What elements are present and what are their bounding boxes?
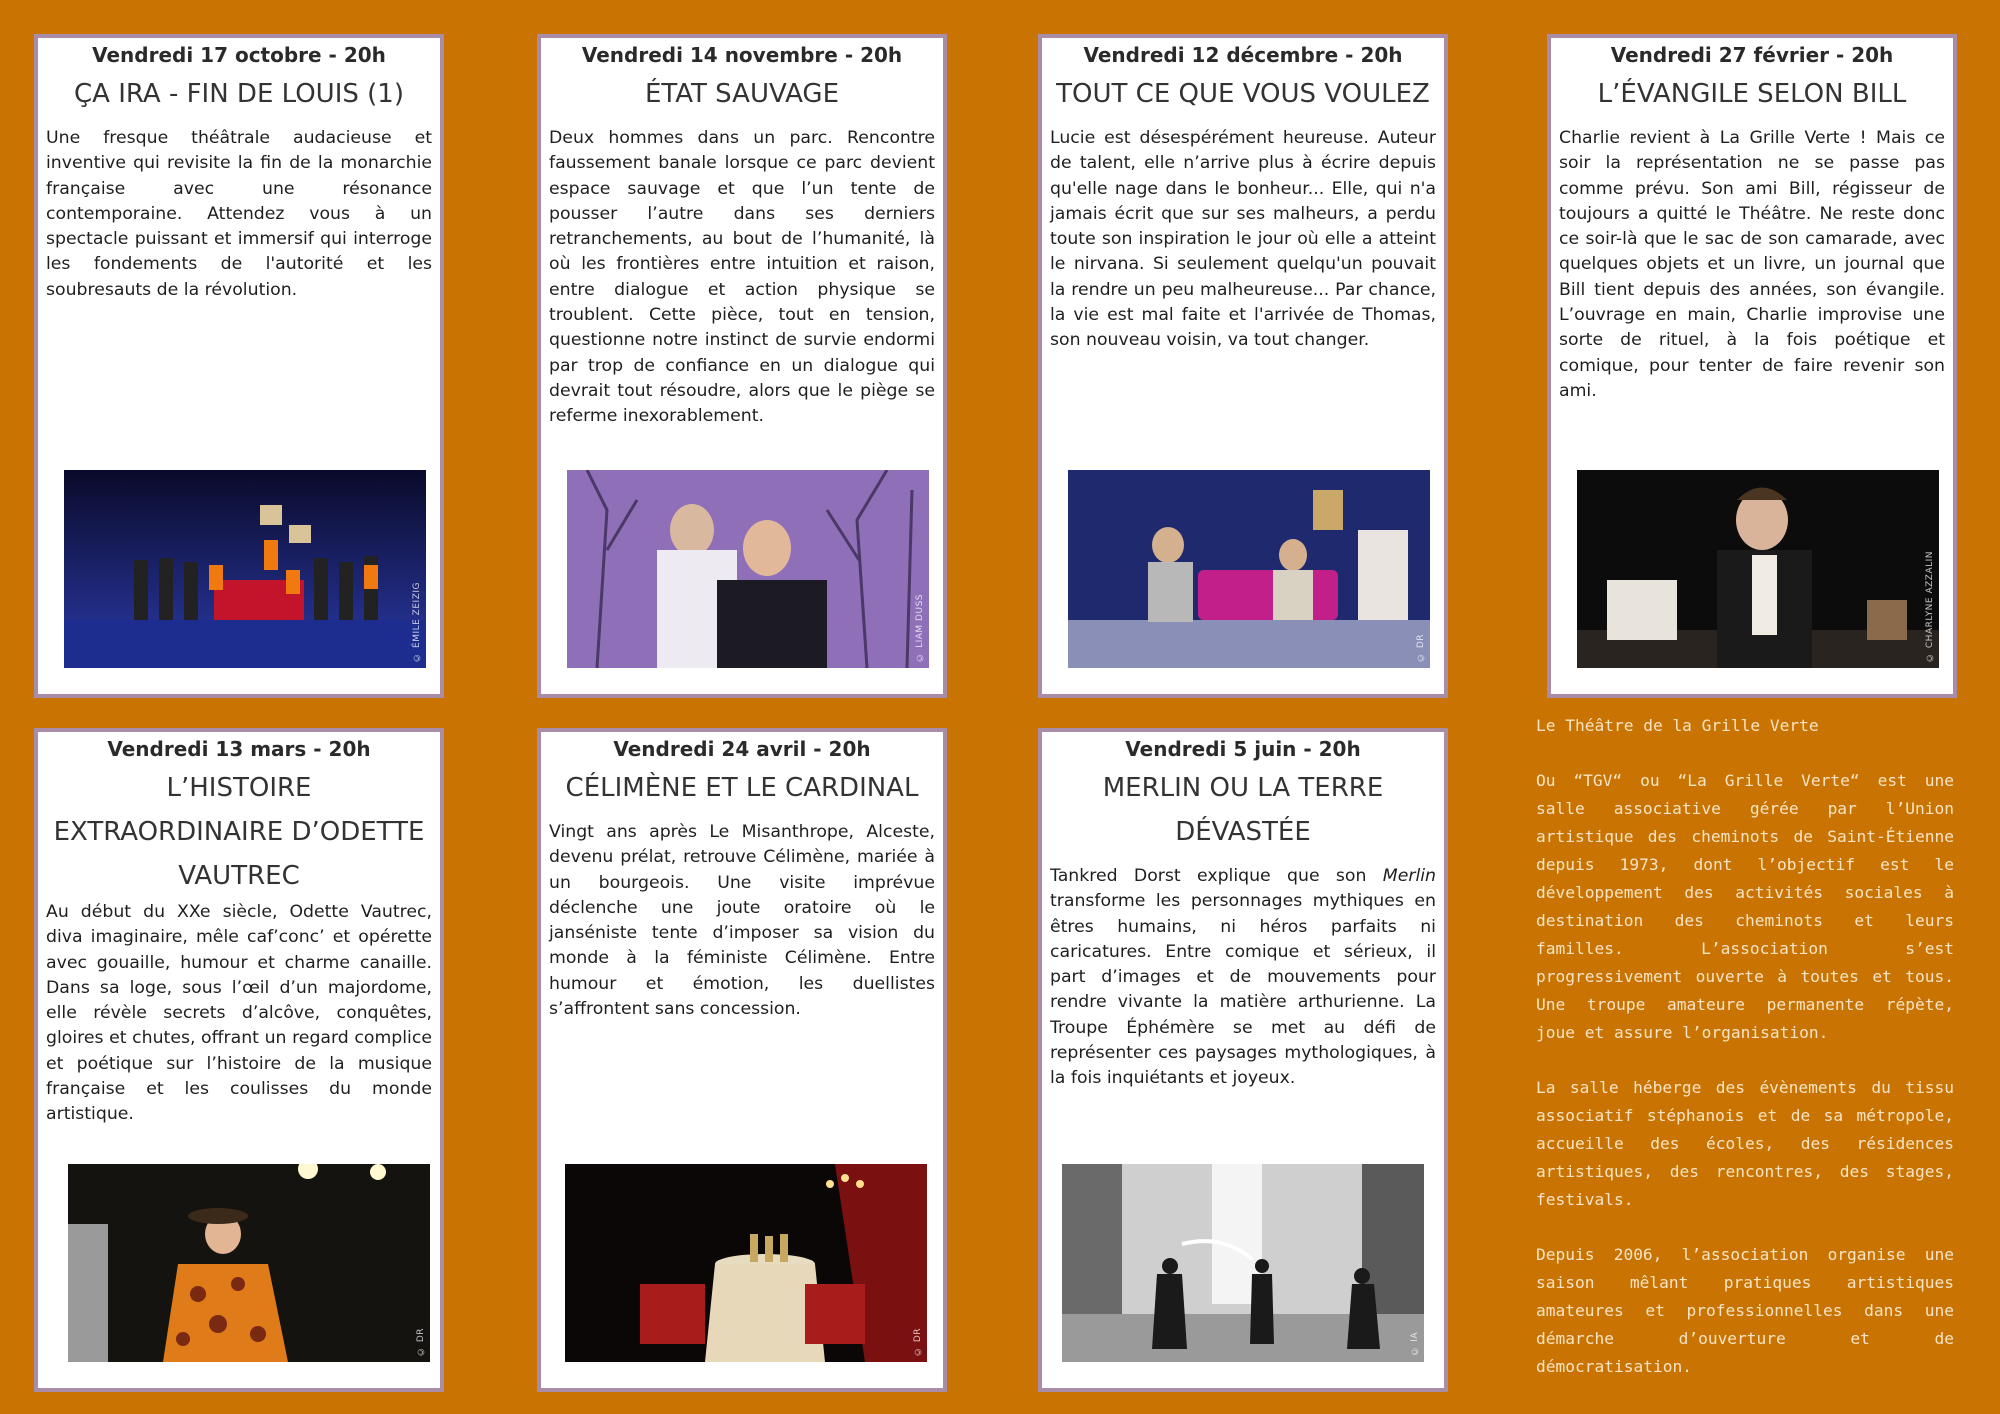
info-paragraph: Ou “TGV“ ou “La Grille Verte“ est une salle associative gérée par l’Union artistique des cheminots de Saint-Étienne depuis 1973, dont l’objectif est le développement des activités sociales à destination des cheminots et leurs familles. L’association s’est progressivement ouverte à toutes et tous. Une troupe amateure permanente répète, joue et assure l’organisation.	[1536, 771, 1954, 1042]
event-card-tout-ce-que-vous-voulez	[1038, 34, 1448, 698]
event-description: Charlie revient à La Grille Verte ! Mais ce soir la représentation ne se passe pas comme prévu. Son ami Bill, régisseur de toujours a quitté le Théâtre. Ne reste donc ce soir-là que le sac de son camarade, avec quelques objets et un livre, un journal que Bill tient depuis des années, son évangile. L’ouvrage en main, Charlie improvise une sorte de rituel, à la fois poétique et comique, pour tenter de faire revenir son ami.	[1559, 128, 1945, 401]
event-date: Vendredi 14 novembre - 20h	[581, 43, 903, 67]
event-title: L’ÉVANGILE SELON BILL	[1597, 79, 1907, 109]
event-title: ÉTAT SAUVAGE	[644, 79, 840, 109]
photo-credit: © CHARLYNE AZZALIN	[1925, 551, 1935, 662]
photo-credit: © DR	[416, 1327, 426, 1356]
description-part: Tankred Dorst explique que son	[1050, 866, 1383, 886]
event-card-etat-sauvage	[537, 34, 947, 698]
info-heading: Le Théâtre de la Grille Verte	[1536, 716, 1819, 735]
event-card-merlin	[1038, 728, 1448, 1392]
event-photo	[1577, 470, 1939, 668]
event-date: Vendredi 17 octobre - 20h	[92, 43, 386, 67]
stage-photo-illustration	[1062, 1164, 1424, 1362]
event-date: Vendredi 12 décembre - 20h	[1083, 43, 1403, 67]
event-description	[1042, 864, 1444, 1092]
photo-credit: © IA	[1410, 1332, 1420, 1356]
event-card-ca-ira	[34, 34, 444, 698]
event-description: Deux hommes dans un parc. Rencontre faussement banale lorsque ce parc devient espace sauvage et que l’un tente de pousser l’autre dans ses derniers retranchements, au bout de l’humanité, là où les frontières entre intuition et raison, entre dialogue et action physique se troublent. Cette pièce, tout en tension, questionne notre instinct de survie endormi par trop de confiance en un dialogue qui devrait tout résoudre, alors que le piège se referme inexorablement.	[549, 128, 935, 427]
photo-credit: © ÉMILE ZEIZIG	[412, 582, 422, 662]
event-title: ÇA IRA - FIN DE LOUIS (1)	[74, 79, 404, 109]
event-title: L’HISTOIRE EXTRAORDINAIRE D’ODETTE VAUTREC	[53, 773, 425, 891]
info-paragraph: La salle héberge des évènements du tissu associatif stéphanois et de sa métropole, accueille des écoles, des résidences artistiques, des rencontres, des stages, festivals.	[1536, 1078, 1954, 1209]
event-title: CÉLIMÈNE ET LE CARDINAL	[565, 773, 919, 803]
photo-credit: © DR	[1416, 633, 1426, 662]
photo-credit: © LIAM DUSS	[915, 594, 925, 662]
theatre-info	[1536, 712, 1954, 1408]
event-photo	[68, 1164, 430, 1362]
event-date: Vendredi 27 février - 20h	[1610, 43, 1894, 67]
event-description: Une fresque théâtrale audacieuse et inventive qui revisite la fin de la monarchie française avec une résonance contemporaine. Attendez vous à un spectacle puissant et immersif qui interroge les fondements de l'autorité et les soubresauts de la révolution.	[46, 128, 432, 300]
event-description: Vingt ans après Le Misanthrope, Alceste, devenu prélat, retrouve Célimène, mariée à un bourgeois. Une visite imprévue déclenche une joute oratoire où le janséniste tente d’imposer sa vision du monde à la féministe Célimène. Entre humour et émotion, les duellistes s’affrontent sans concession.	[549, 822, 935, 1020]
stage-photo-illustration	[64, 470, 426, 668]
event-photo	[565, 1164, 927, 1362]
event-card-odette-vautrec	[34, 728, 444, 1392]
event-card-celimene-cardinal	[537, 728, 947, 1392]
event-date: Vendredi 13 mars - 20h	[107, 737, 371, 761]
event-photo	[64, 470, 426, 668]
event-description: Lucie est désespérément heureuse. Auteur de talent, elle n’arrive plus à écrire depuis qu'elle nage dans le bonheur... Elle, qui n'a jamais écrit que sur ses malheurs, a perdu toute son inspiration le jour où elle a atteint le nirvana. Si seulement quelqu'un pouvait la rendre un peu malheureuse... Par chance, la vie est mal faite et l'arrivée de Thomas, son nouveau voisin, va tout changer.	[1050, 128, 1436, 351]
event-card-evangile-selon-bill	[1547, 34, 1957, 698]
event-title: MERLIN OU LA TERRE DÉVASTÉE	[1102, 773, 1384, 847]
stage-photo-illustration	[567, 470, 929, 668]
event-title: TOUT CE QUE VOUS VOULEZ	[1056, 79, 1430, 109]
event-date: Vendredi 24 avril - 20h	[613, 737, 871, 761]
description-emphasis: Merlin	[1382, 866, 1436, 886]
info-paragraph: Depuis 2006, l’association organise une saison mêlant pratiques artistiques amateures et professionnelles dans une démarche d’ouverture et de démocratisation.	[1536, 1245, 1954, 1376]
stage-photo-illustration	[68, 1164, 430, 1362]
stage-photo-illustration	[1577, 470, 1939, 668]
photo-credit: © DR	[913, 1327, 923, 1356]
event-photo	[567, 470, 929, 668]
event-description: Au début du XXe siècle, Odette Vautrec, diva imaginaire, mêle caf’conc’ et opérette avec gouaille, humour et charme canaille. Dans sa loge, sous l’œil d’un majordome, elle révèle secrets d’alcôve, conquêtes, gloires et chutes, offrant un regard complice et poétique sur l’histoire de la musique française et les coulisses du monde artistique.	[46, 902, 432, 1125]
event-photo	[1068, 470, 1430, 668]
event-date: Vendredi 5 juin - 20h	[1125, 737, 1361, 761]
stage-photo-illustration	[565, 1164, 927, 1362]
event-photo	[1062, 1164, 1424, 1362]
stage-photo-illustration	[1068, 470, 1430, 668]
description-part: transforme les personnages mythiques en êtres humains, ni héros parfaits ni caricatures. Entre comique et sérieux, il part d’images et de mouvements pour rendre vivante la matière arthurienne. La Troupe Éphémère se met au défi de représenter ces paysages mythologiques, à la fois inquiétants et joyeux.	[1050, 891, 1436, 1089]
